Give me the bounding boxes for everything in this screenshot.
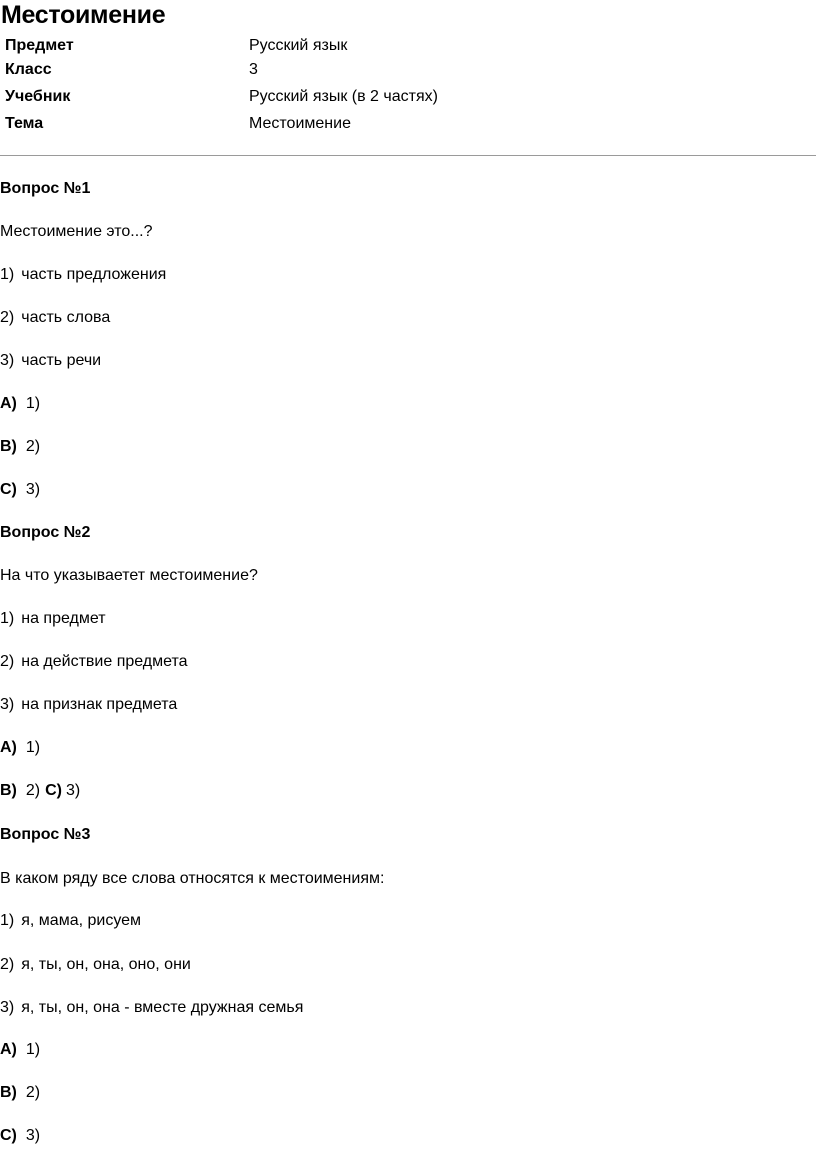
answer-letter: A) xyxy=(0,1041,17,1058)
answer-value: 3) xyxy=(25,481,41,498)
answer-value: 3) xyxy=(66,782,81,799)
option-text: я, мама, рисуем xyxy=(21,912,142,929)
question-header: Вопрос №2 xyxy=(0,524,91,541)
answer-choice[interactable] xyxy=(0,739,40,757)
option-item xyxy=(0,696,177,714)
answer-letter: C) xyxy=(0,481,17,498)
option-item xyxy=(0,610,106,628)
meta-key: Тема xyxy=(5,115,44,132)
answer-value: 3) xyxy=(25,1127,41,1144)
answer-choice[interactable] xyxy=(0,782,40,799)
meta-value: Местоимение xyxy=(249,115,351,132)
answer-letter: C) xyxy=(0,1127,17,1144)
answer-choice-row xyxy=(0,782,80,800)
option-item xyxy=(0,309,110,327)
meta-value: 3 xyxy=(249,61,258,78)
page-title: Местоимение xyxy=(1,1,166,29)
answer-letter: C) xyxy=(45,782,63,799)
answer-value: 2) xyxy=(25,782,41,799)
option-item xyxy=(0,999,303,1017)
question-header: Вопрос №1 xyxy=(0,180,91,197)
answer-value: 2) xyxy=(25,438,41,455)
option-text: на действие предмета xyxy=(21,653,188,670)
option-number: 1) xyxy=(0,266,15,283)
option-item xyxy=(0,653,188,671)
option-text: часть предложения xyxy=(21,266,167,283)
answer-letter: B) xyxy=(0,1084,17,1101)
answer-choice[interactable] xyxy=(0,1084,40,1102)
answer-letter: A) xyxy=(0,739,17,756)
option-number: 3) xyxy=(0,352,15,369)
question-text: В каком ряду все слова относятся к местоимениям: xyxy=(0,870,385,887)
answer-choice[interactable] xyxy=(0,481,40,499)
option-text: я, ты, он, она - вместе дружная семья xyxy=(21,999,304,1016)
answer-letter: A) xyxy=(0,395,17,412)
answer-letter: B) xyxy=(0,438,17,455)
option-number: 1) xyxy=(0,610,15,627)
question-text: На что указываетет местоимение? xyxy=(0,567,258,584)
question-header: Вопрос №3 xyxy=(0,826,91,843)
answer-value: 1) xyxy=(25,739,41,756)
header-divider xyxy=(0,155,816,156)
meta-key: Предмет xyxy=(5,37,74,54)
answer-choice[interactable] xyxy=(45,782,80,799)
answer-value: 2) xyxy=(25,1084,41,1101)
option-number: 3) xyxy=(0,999,15,1016)
option-text: я, ты, он, она, оно, они xyxy=(21,956,191,973)
option-text: на предмет xyxy=(21,610,106,627)
answer-choice[interactable] xyxy=(0,1127,40,1145)
option-number: 1) xyxy=(0,912,15,929)
question-text: Местоимение это...? xyxy=(0,223,153,240)
option-number: 2) xyxy=(0,309,15,326)
option-number: 2) xyxy=(0,653,15,670)
option-item xyxy=(0,956,191,974)
option-text: часть речи xyxy=(21,352,102,369)
meta-value: Русский язык (в 2 частях) xyxy=(249,88,438,105)
option-text: на признак предмета xyxy=(21,696,178,713)
meta-key: Класс xyxy=(5,61,52,78)
answer-choice[interactable] xyxy=(0,1041,40,1059)
option-number: 2) xyxy=(0,956,15,973)
option-item xyxy=(0,912,141,930)
option-text: часть слова xyxy=(21,309,111,326)
option-item xyxy=(0,266,166,284)
meta-value: Русский язык xyxy=(249,37,348,54)
answer-value: 1) xyxy=(25,1041,41,1058)
option-number: 3) xyxy=(0,696,15,713)
option-item xyxy=(0,352,101,370)
answer-letter: B) xyxy=(0,782,17,799)
meta-key: Учебник xyxy=(5,88,71,105)
answer-choice[interactable] xyxy=(0,395,40,413)
answer-choice[interactable] xyxy=(0,438,40,456)
answer-value: 1) xyxy=(25,395,41,412)
